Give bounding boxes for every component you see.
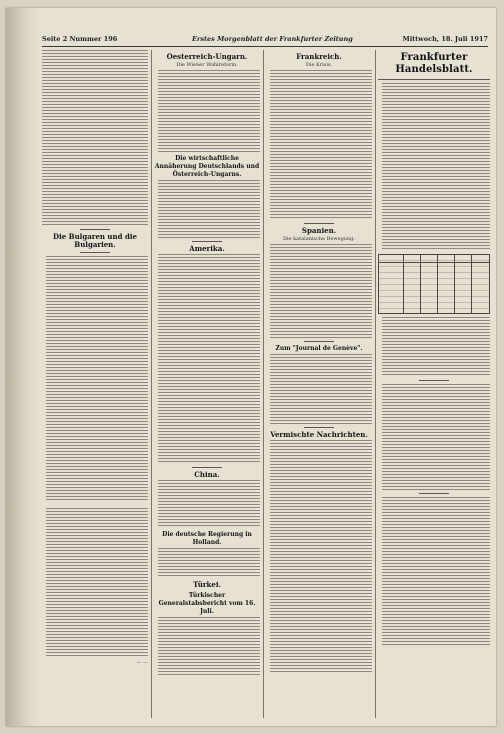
article-text: [382, 83, 490, 251]
headline-misc: Vermischte Nachrichten.: [270, 430, 368, 439]
article-text: [158, 480, 260, 528]
headline-turkish-report: Türkischer Generalstabsbericht vom 16. Juli.: [158, 592, 256, 615]
market-table: [378, 254, 490, 314]
headline-china: China.: [194, 470, 220, 479]
headline-bulgaria: Die Bulgaren und die Bulgarien.: [53, 232, 137, 249]
paper-title: Erstes Morgenblatt der Frankfurter Zeitung: [192, 35, 353, 43]
article-text: [270, 354, 372, 424]
column-rule: [263, 50, 264, 718]
headline-france: Frankreich.: [296, 52, 342, 61]
headline-austria: Oesterreich-Ungarn.: [166, 52, 248, 61]
article-text: [158, 548, 260, 578]
column-rule: [375, 50, 376, 718]
article-text: [42, 50, 148, 226]
divider: [192, 241, 222, 242]
article-text: [46, 256, 148, 502]
article-text: [46, 508, 148, 658]
headline-america: Amerika.: [189, 244, 225, 253]
column-2: [154, 50, 260, 718]
divider: [304, 223, 334, 224]
issue-date: Mittwoch, 18. Juli 1917: [402, 35, 488, 43]
article-text: [270, 244, 372, 338]
divider: [378, 79, 490, 80]
headline-holland: Die deutsche Regierung in Holland.: [162, 531, 252, 546]
newspaper-page: [6, 8, 496, 726]
subhead: Die Krisis.: [305, 62, 333, 68]
divider: [304, 341, 334, 342]
page-number: Seite 2 Nummer 196: [42, 35, 118, 43]
column-4: [378, 50, 490, 718]
subhead: Die Wiener Wahlreform.: [176, 62, 238, 68]
article-text: [270, 440, 372, 672]
headline-journal: Zum "Journal de Genève".: [275, 345, 363, 352]
article-text: [382, 384, 490, 490]
divider: [419, 380, 449, 381]
article-text: [382, 497, 490, 647]
binding-gutter: [6, 8, 38, 726]
column-3: [266, 50, 372, 718]
article-text: [158, 254, 260, 464]
article-text: [158, 180, 260, 238]
divider: [192, 467, 222, 468]
article-text: [270, 70, 372, 220]
divider: [419, 493, 449, 494]
divider: [80, 252, 110, 253]
column-1: [42, 50, 148, 718]
article-text: [382, 317, 490, 377]
running-head: [42, 34, 488, 47]
subhead: Die katalanische Bewegung.: [283, 236, 355, 242]
signature: — —: [136, 660, 148, 666]
headline-turkey: Türkei.: [193, 580, 221, 589]
article-text: [158, 70, 260, 152]
headline-economic: Die wirtschaftliche Annäherung Deutschlands und Österreich-Ungarns.: [154, 155, 260, 178]
divider: [304, 427, 334, 428]
article-text: [158, 617, 260, 677]
divider: [80, 229, 110, 230]
column-rule: [151, 50, 152, 718]
headline-spain: Spanien.: [301, 226, 337, 235]
masthead-handelsblatt: Frankfurter Handelsblatt.: [395, 52, 473, 75]
